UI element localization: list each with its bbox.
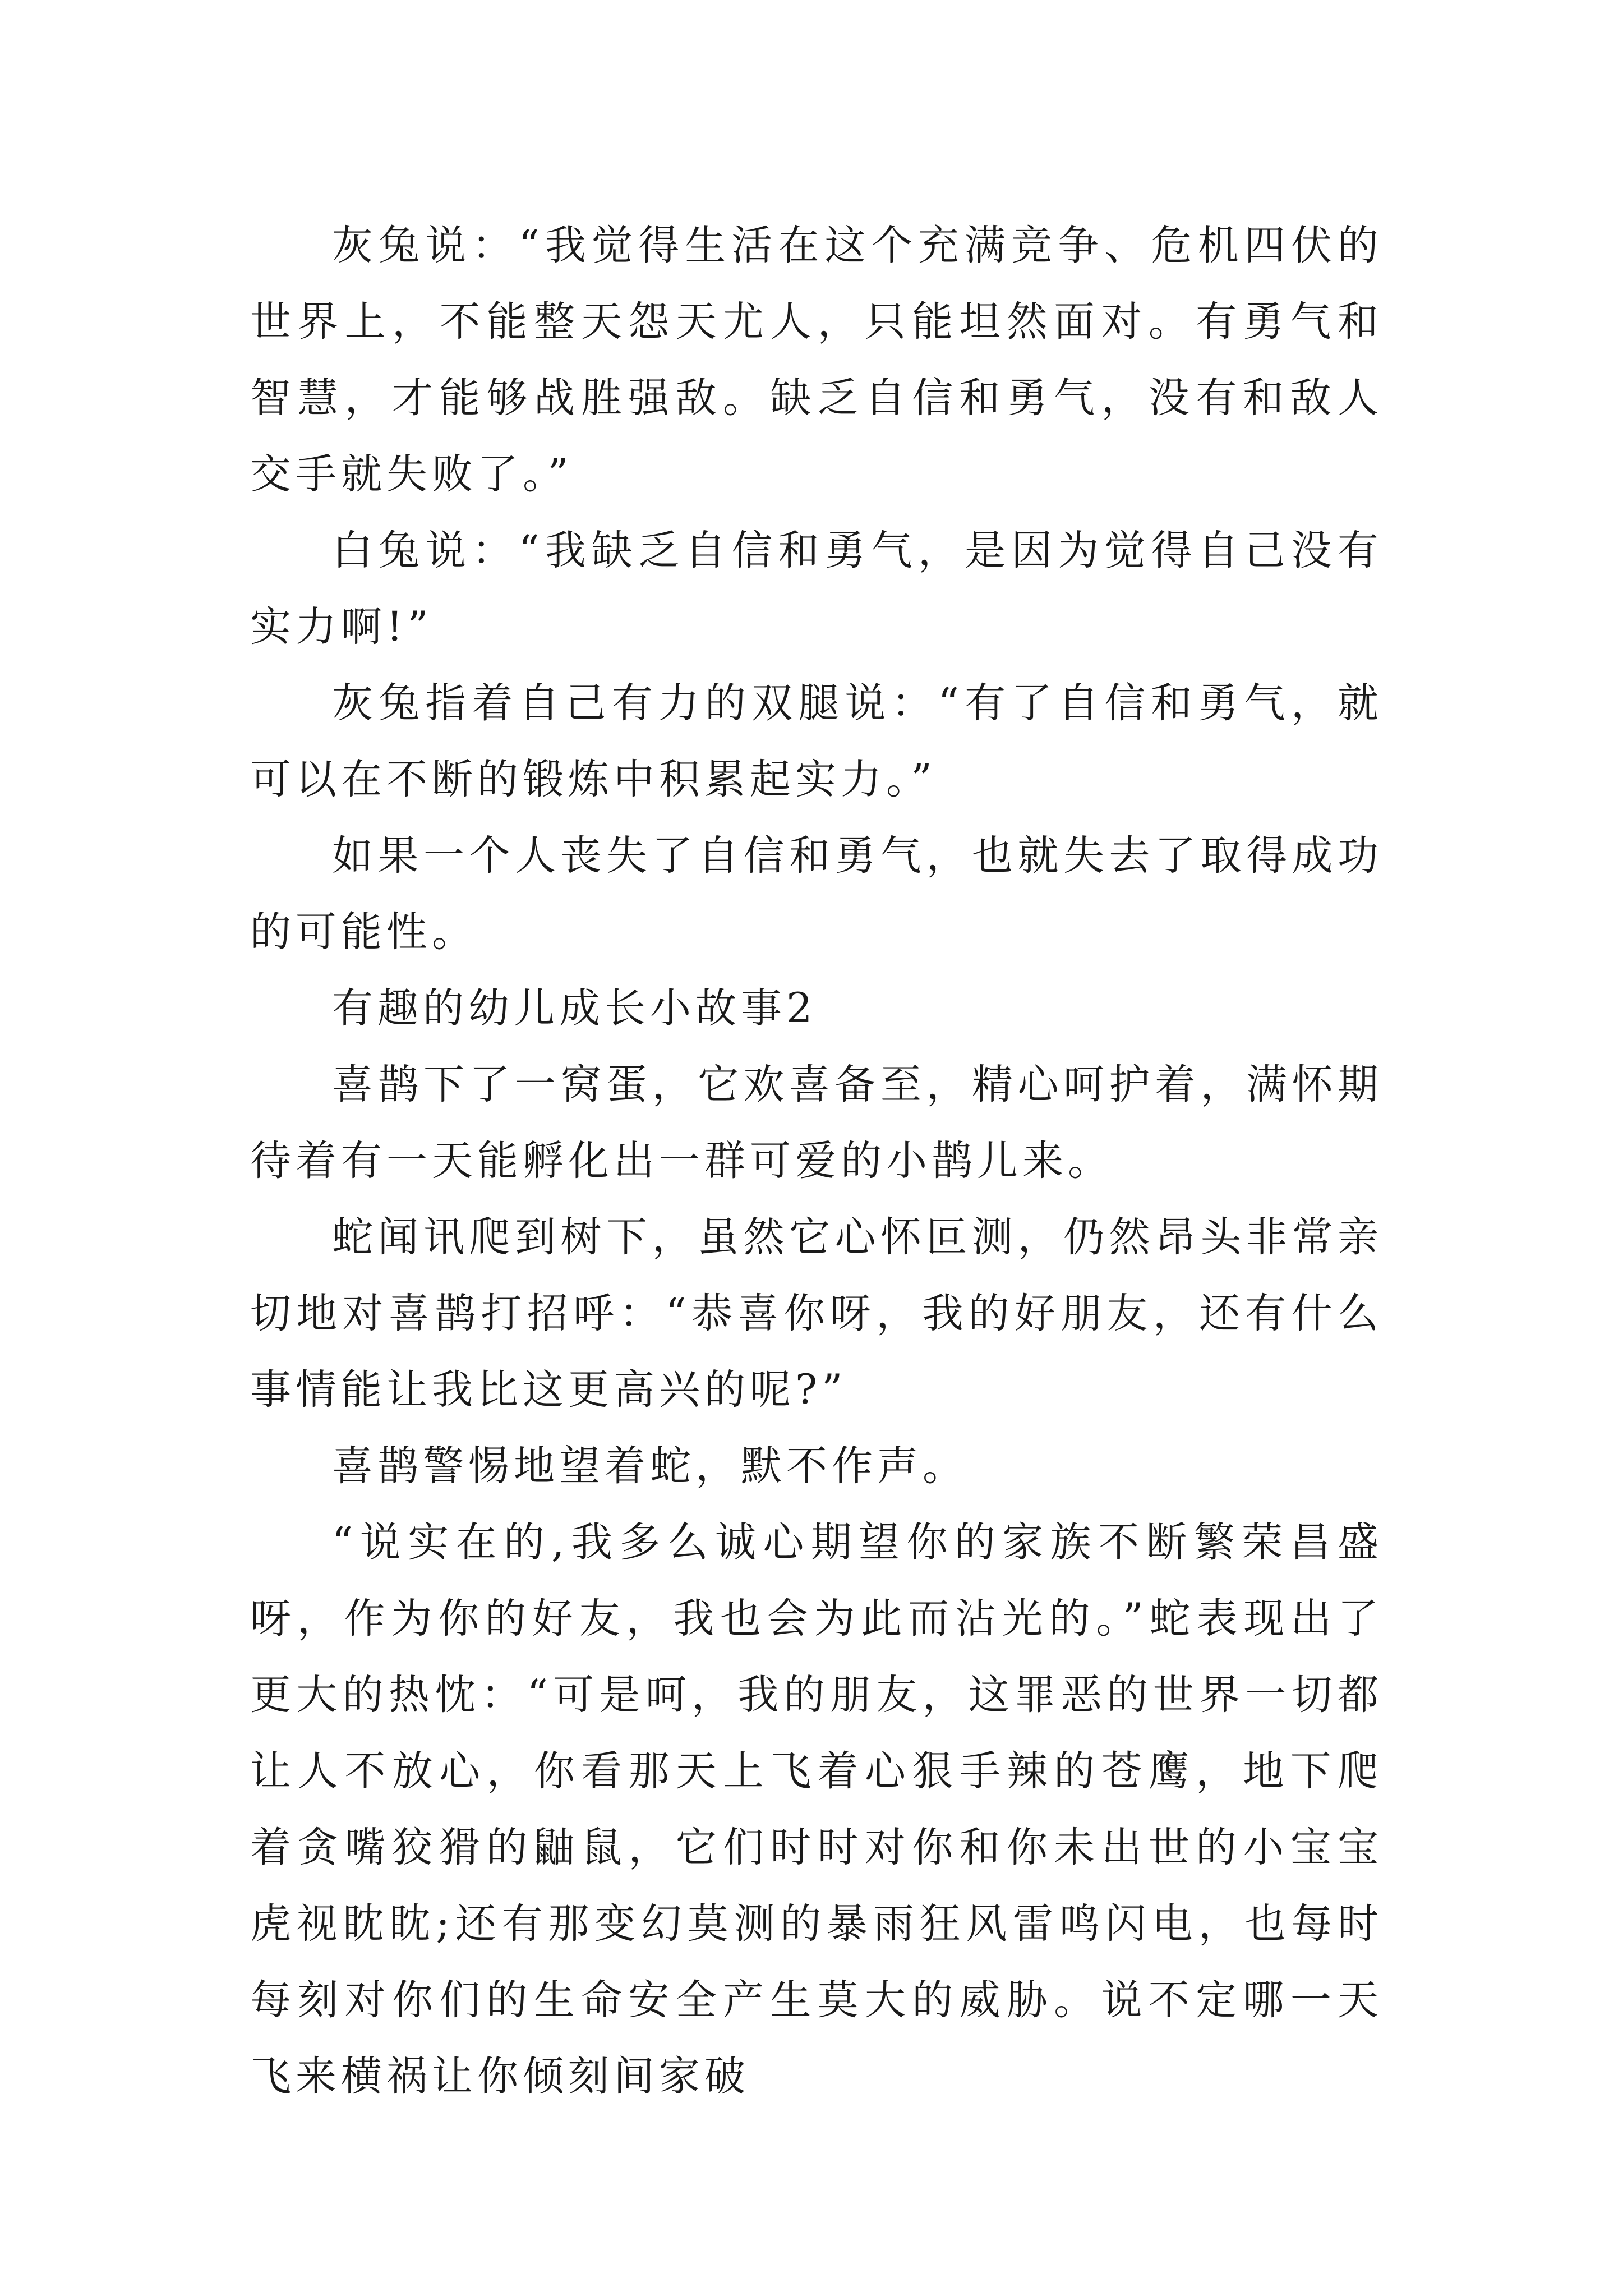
paragraph-moral: 如果一个人丧失了自信和勇气，也就失去了取得成功的可能性。 [250,832,1383,956]
paragraph-snake-speech: “说实在的,我多么诚心期望你的家族不断繁荣昌盛呀，作为你的好友，我也会为此而沾光的。”蛇表现出了更大的热忱：“可是呵，我的朋友，这罪恶的世界一切都让人不放心，你看那天上飞着心狠手辣的苍鹰，地下爬着贪嘴狡猾的鼬鼠，它们时时对你和你未出世的小宝宝虎视眈眈;还有那变幻莫测的暴雨狂风雷鸣闪电，也每时每刻对你们的生命安全产生莫大的威胁。说不定哪一天飞来横祸让你倾刻间家破 [250,1519,1383,2100]
story-title: 有趣的幼儿成长小故事2 [332,984,817,1032]
paragraph-snake-greeting: 蛇闻讯爬到树下，虽然它心怀叵测，仍然昂头非常亲切地对喜鹊打招呼：“恭喜你呀，我的好朋友，还有什么事情能让我比这更高兴的呢?” [250,1213,1383,1414]
paragraph-magpie-eggs: 喜鹊下了一窝蛋，它欢喜备至，精心呵护着，满怀期待着有一天能孵化出一群可爱的小鹊儿来。 [250,1061,1383,1185]
paragraph-grey-rabbit-speech: 灰兔说：“我觉得生活在这个充满竞争、危机四伏的世界上，不能整天怨天尤人，只能坦然面对。有勇气和智慧，才能够战胜强敌。缺乏自信和勇气，没有和敌人交手就失败了。” [250,222,1383,498]
document-body [250,208,1383,2115]
paragraph-magpie-silent: 喜鹊警惕地望着蛇，默不作声。 [332,1442,968,1490]
paragraph-grey-rabbit-legs: 灰兔指着自己有力的双腿说：“有了自信和勇气，就可以在不断的锻炼中积累起实力。” [250,679,1383,803]
paragraph-white-rabbit-reply: 白兔说：“我缺乏自信和勇气，是因为觉得自己没有实力啊!” [250,527,1383,651]
